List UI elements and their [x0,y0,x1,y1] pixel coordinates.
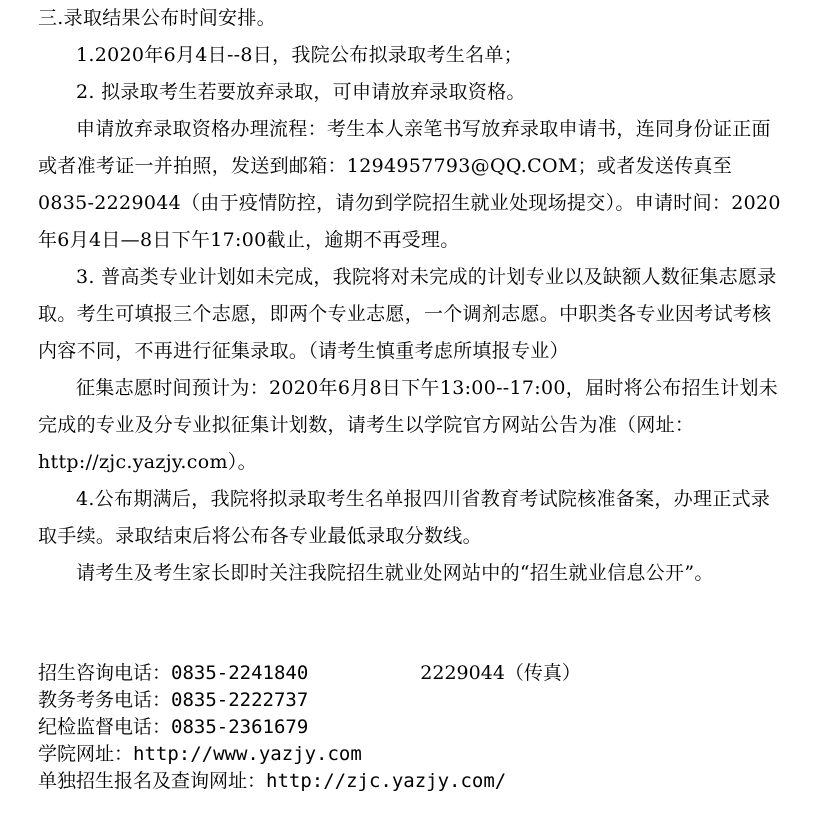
item-3: 3. 普高类专业计划如未完成，我院将对未完成的计划专业以及缺额人数征集志愿录取。考生可填报三个志愿，即两个专业志愿，一个调剂志愿。中职类各专业因考试考核内容不同，不再进行征集录取。（请考生慎重考虑所填报专业） [38,266,777,362]
consult-label: 招生咨询电话： [38,662,172,684]
item-1: 1.2020年6月4日--8日，我院公布拟录取考生名单； [76,44,523,66]
fax-number: 2229044（传真） [420,662,581,684]
academic-label: 教务考务电话： [38,689,172,711]
discipline-label: 纪检监督电话： [38,716,172,738]
timing-paragraph: 征集志愿时间预计为：2020年6月8日下午13:00--17:00，届时将公布招生计划未完成的专业及分专业拟征集计划数，请考生以学院官方网站公告为准（网址：http://zjc.yazjy.com）。 [38,377,779,473]
website-label: 学院网址： [38,743,134,765]
section-heading: 三.录取结果公布时间安排。 [38,7,276,29]
contact-academic [38,687,783,714]
signup-label: 单独招生报名及查询网址： [38,770,267,792]
procedure-paragraph: 申请放弃录取资格办理流程：考生本人亲笔书写放弃录取申请书，连同身份证正面或者准考证一并拍照，发送到邮箱：1294957793@QQ.COM；或者发送传真至0835-2229044（由于疫情防控，请勿到学院招生就业处现场提交）。申请时间：2020年6月4日—8日下午17:00截止，逾期不再受理。 [38,118,781,251]
contact-website [38,741,783,768]
contact-consult [38,660,783,687]
consult-phone: 0835-2241840 [171,662,309,684]
signup-link[interactable]: http://zjc.yazjy.com/ [266,770,507,792]
contact-signup [38,768,783,795]
contact-block [38,660,783,795]
document-body [38,0,783,592]
item-4: 4.公布期满后，我院将拟录取考生名单报四川省教育考试院核准备案，办理正式录取手续。录取结束后将公布各专业最低录取分数线。 [38,488,771,547]
discipline-phone: 0835-2361679 [171,716,309,738]
website-link[interactable]: http://www.yazjy.com [133,743,362,765]
notice-paragraph: 请考生及考生家长即时关注我院招生就业处网站中的“招生就业信息公开”。 [76,562,714,584]
contact-discipline [38,714,783,741]
academic-phone: 0835-2222737 [171,689,309,711]
item-2: 2. 拟录取考生若要放弃录取，可申请放弃录取资格。 [76,81,526,103]
